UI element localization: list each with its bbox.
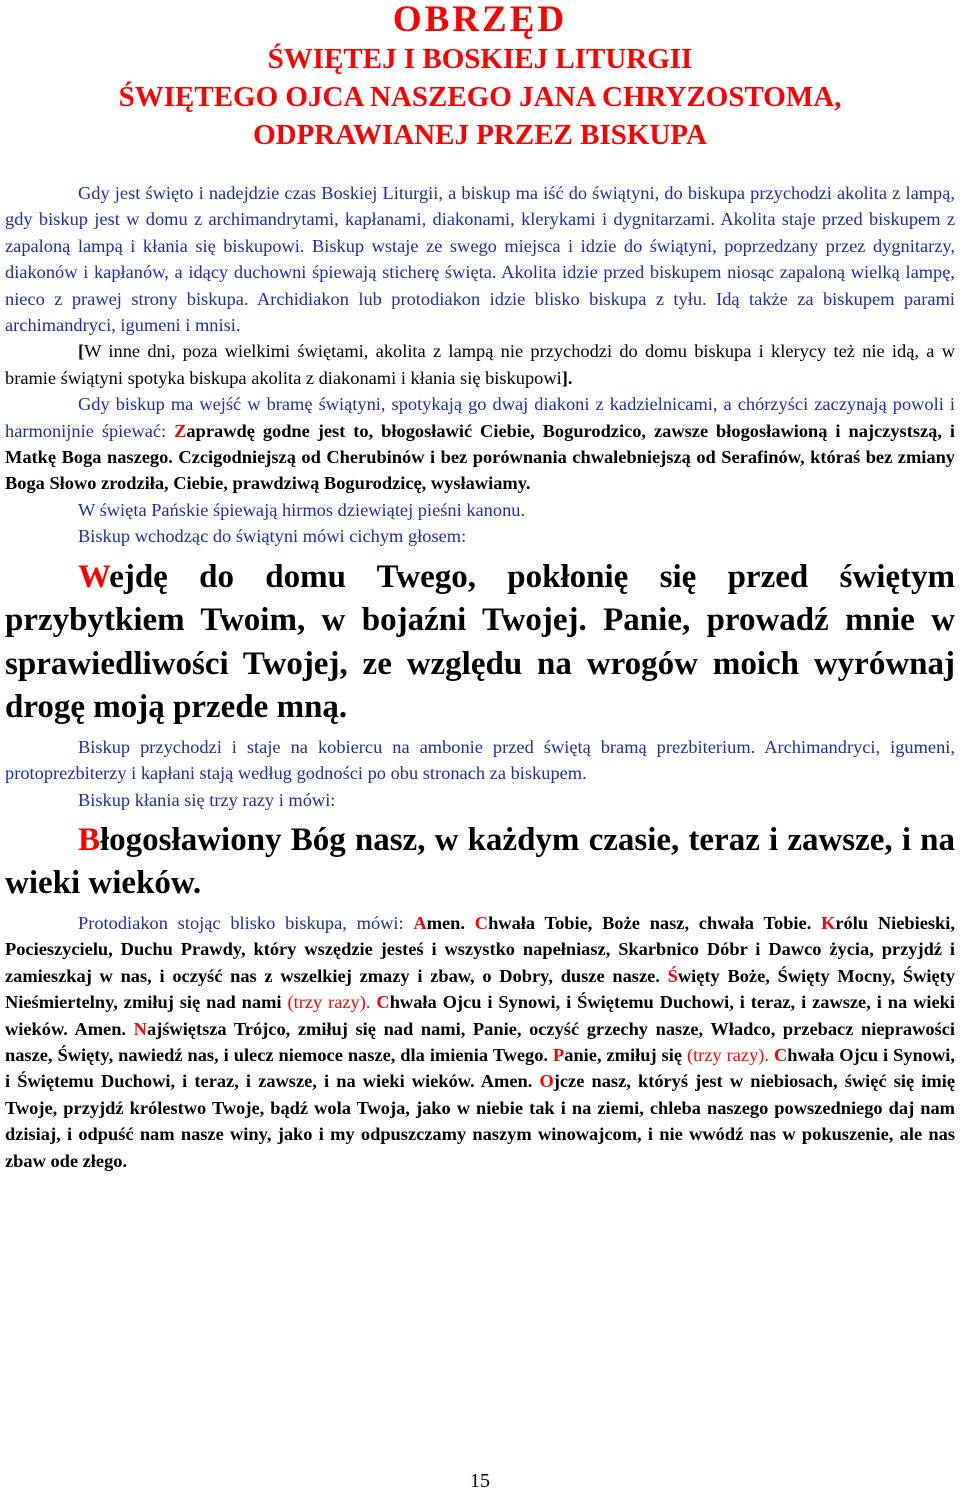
text-swiety: więty Boże, Święty Mocny, Święty Nieśmiertelny, zmiłuj się nad nami: [5, 965, 955, 1013]
rubric-paragraph-6: Biskup przychodzi i staje na kobiercu na ambonie przed świętą bramą prezbiterium. Archimandryci, igumeni, protoprezbiterzy i kapłani stają według godności po obu stronach za biskupem.: [5, 736, 955, 784]
rubric-three-times-2: (trzy razy).: [686, 1044, 770, 1065]
protodeacon-paragraph: [5, 910, 955, 1174]
title-line-1: ŚWIĘTEJ I BOSKIEJ LITURGII: [267, 43, 693, 75]
hymn-text: aprawdę godne jest to, błogosławić Ciebie, Bogurodzico, zawsze błogosławioną i najczystszą, i Matkę Boga naszego. Czcigodniejszą od Cherubinów i bez porównania chwalebniejszą od Serafinów, któraś bez zmiany Boga Słowo zrodziła, Ciebie, prawdziwą Bogurodzicę, wysławiamy.: [5, 420, 955, 494]
initial-chwala-2: C: [370, 992, 390, 1013]
initial-amen: A: [413, 912, 427, 933]
text-krolu: rólu Niebieski, Pocieszycielu, Duchu Prawdy, który wszędzie jesteś i wszystko napełniasz, Skarbnico Dóbr i Dawco życia, przyjdź i zamieszkaj w nas, i oczyść nas z wszelkiej zmazy i zbaw, o Dobry, dusze nasze.: [5, 912, 955, 986]
prayer-blessing-initial: B: [78, 821, 101, 858]
title-main: OBRZĘD: [392, 0, 568, 40]
initial-krolu: K: [821, 912, 836, 933]
protodeacon-rubric: Protodiakon stojąc blisko biskupa, mówi:: [78, 912, 414, 933]
initial-chwala: C: [474, 912, 489, 933]
page-number: 15: [470, 1470, 490, 1492]
bracket-close: ].: [561, 367, 573, 388]
rubric-paragraph-4: W święta Pańskie śpiewają hirmos dziewiątej pieśni kanonu.: [78, 499, 526, 520]
rubric-paragraph-1: Gdy jest święto i nadejdzie czas Boskiej Liturgii, a biskup ma iść do świątyni, do biskupa przychodzi akolita z lampą, gdy biskup jest w domu z archimandrytami, kapłanami, diakonami, klerykami i dygnitarzami. Akolita staje przed biskupem z zapaloną lampą i kłania się biskupowi. Biskup wstaje ze swego miejsca i idzie do świątyni, poprzedzany przez dygnitarzy, diakonów i kapłanów, a idący duchowni śpiewają sticherę święta. Akolita idzie przed biskupem niosąc zapaloną wielką lampę, nieco z prawej strony biskupa. Archidiakon lub protodiakon idzie blisko biskupa z tyłu. Idą także za biskupem parami archimandryci, igumeni i mnisi.: [5, 183, 955, 336]
text-chwala: hwała Tobie, Boże nasz, chwała Tobie.: [488, 912, 822, 933]
initial-swiety: Ś: [667, 965, 678, 986]
text-chwala-2: hwała Ojcu i Synowi, i Świętemu Duchowi, i teraz, i zawsze, i na wieki wieków. Amen.: [5, 992, 956, 1039]
prayer-blessing-text: łogosławiony Bóg nasz, w każdym czasie, teraz i zawsze, i na wieki wieków.: [5, 821, 955, 902]
prayer-entrance: [5, 556, 955, 730]
rubric-paragraph-2: [5, 338, 955, 391]
title-line-3: ODPRAWIANEJ PRZEZ BISKUPA: [253, 119, 707, 151]
text-amen: men.: [426, 912, 475, 933]
text-najswietsza: ajświętsza Trójco, zmiłuj się nad nami, Panie, oczyść grzechy nasze, Władco, przebacz nieprawości nasze, Święty, nawiedź nas, i ulecz niemoce nasze, dla imienia Twego.: [5, 1018, 955, 1065]
document-page: [5, 0, 955, 1174]
initial-najswietsza: N: [133, 1018, 147, 1039]
text-ojcze: jcze nasz, któryś jest w niebiosach, święć się imię Twoje, przyjdź królestwo Twoje, bądź wola Twoja, jako w niebie tak i na ziemi, chleba naszego powszedniego daj nam dzisiaj, i odpuść nam nasze winy, jako i my odpuszczamy naszym winowajcom, i nie wwódź nas w pokuszenie, ale nas zbaw ode złego.: [5, 1071, 955, 1171]
prayer-entrance-initial: W: [78, 558, 110, 595]
bracket-text: W inne dni, poza wielkimi świętami, akolita z lampą nie przychodzi do domu biskupa i klerycy też nie idą, a w bramie świątyni spotyka biskupa akolita z diakonami i kłania się biskupowi: [5, 341, 955, 388]
prayer-entrance-text: ejdę do domu Twego, pokłonię się przed świętym przybytkiem Twoim, w bojaźni Twojej. Panie, prowadź mnie w sprawiedliwości Twojej, ze względu na wrogów moich wyrównaj drogę moją przede mną.: [5, 558, 955, 726]
hymn-rubric: Gdy biskup ma wejść w bramę świątyni, spotykają go dwaj diakoni z kadzielnicami, a chórzyści zaczynają powoli i harmonijnie śpiewać:: [5, 394, 955, 441]
text-chwala-3: hwała Ojcu i Synowi, i Świętemu Duchowi, i teraz, i zawsze, i na wieki wieków. Amen.: [5, 1044, 955, 1092]
initial-ojcze: O: [539, 1071, 554, 1092]
hymn-paragraph: [5, 391, 955, 497]
rubric-paragraph-7: Biskup kłania się trzy razy i mówi:: [78, 789, 336, 810]
rubric-three-times-1: (trzy razy).: [287, 992, 371, 1013]
initial-panie: P: [553, 1044, 565, 1065]
text-panie: anie, zmiłuj się: [564, 1044, 687, 1065]
initial-chwala-3: C: [769, 1044, 788, 1065]
title-line-2: ŚWIĘTEGO OJCA NASZEGO JANA CHRYZOSTOMA,: [118, 81, 842, 113]
rubric-paragraph-5: Biskup wchodząc do świątyni mówi cichym głosem:: [78, 526, 467, 547]
hymn-initial: Z: [174, 420, 187, 441]
prayer-blessing: [5, 819, 955, 906]
bracket-open: [: [78, 341, 85, 362]
